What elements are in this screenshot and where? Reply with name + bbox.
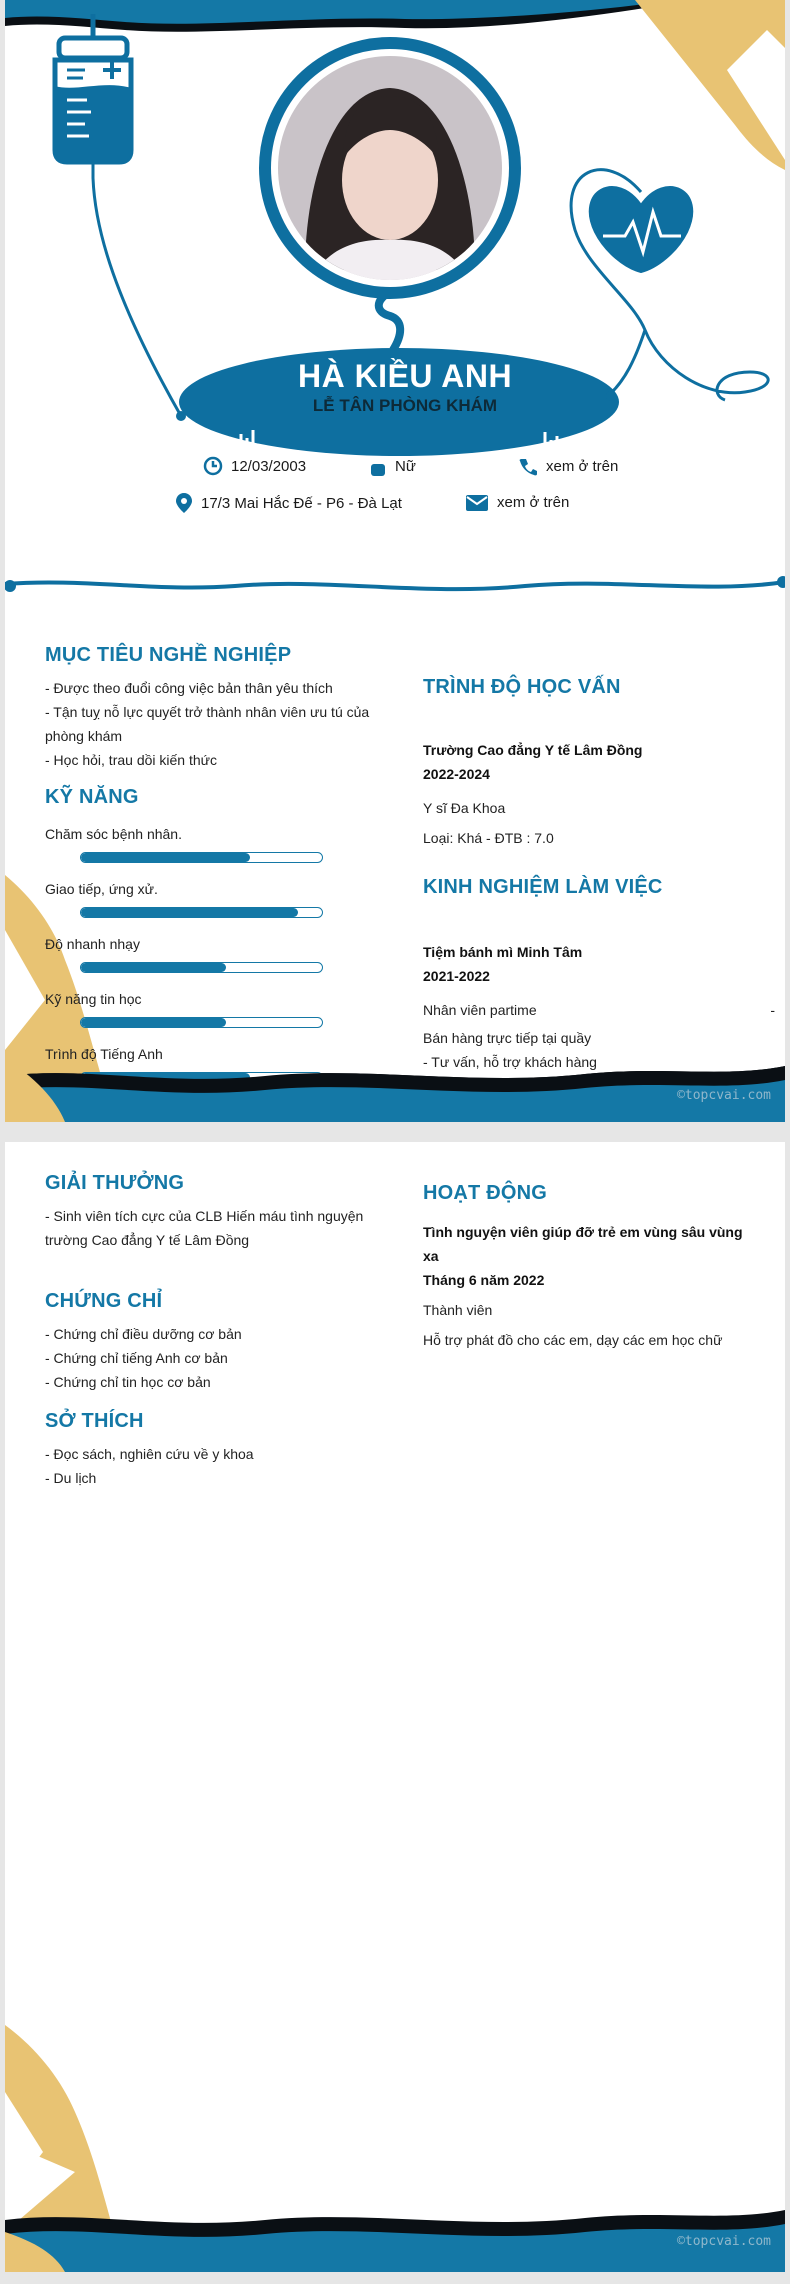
experience-line: Bán hàng trực tiếp tại quầy xyxy=(423,1030,592,1046)
watermark: ©topcvai.com xyxy=(677,1088,771,1103)
objective-title: MỤC TIÊU NGHỀ NGHIỆP xyxy=(45,644,292,666)
experience-dash: - xyxy=(770,1002,775,1018)
education-title: TRÌNH ĐỘ HỌC VẤN xyxy=(423,676,621,698)
contact-phone xyxy=(518,456,618,476)
frame-connector xyxy=(379,292,400,350)
hobbies-title: SỞ THÍCH xyxy=(45,1410,144,1432)
birthday-value: 12/03/2003 xyxy=(231,457,307,475)
certificates-body xyxy=(45,1322,375,1394)
award-line: trường Cao đẳng Y tế Lâm Đồng xyxy=(45,1232,250,1248)
school-name: Trường Cao đẳng Y tế Lâm Đồng xyxy=(423,742,643,758)
activity-desc: Hỗ trợ phát đồ cho các em, dạy các em học chữ xyxy=(423,1332,723,1348)
objective-line: - Được theo đuổi công việc bản thân yêu thích xyxy=(45,680,333,696)
education-grade: Loại: Khá - ĐTB : 7.0 xyxy=(423,830,554,846)
contact-birthday xyxy=(203,456,306,476)
awards-body xyxy=(45,1204,375,1252)
objective-line: phòng khám xyxy=(45,728,123,744)
contact-email xyxy=(465,492,569,512)
skill-bar xyxy=(80,907,323,918)
watermark: ©topcvai.com xyxy=(677,2234,771,2249)
experience-role: Nhân viên partime xyxy=(423,1002,537,1018)
candidate-position: LỄ TÂN PHÒNG KHÁM xyxy=(312,396,498,415)
contact-gender xyxy=(369,456,416,476)
skill-bar xyxy=(80,852,323,863)
award-line: - Sinh viên tích cực của CLB Hiến máu tình nguyện xyxy=(45,1208,364,1224)
mail-icon xyxy=(465,492,489,512)
skill-bar xyxy=(80,962,323,973)
skill-label: Kỹ năng tin học xyxy=(45,991,142,1007)
education-body xyxy=(423,738,763,850)
clock-icon xyxy=(203,456,223,476)
page1-bottom-wave xyxy=(5,1058,785,1122)
education-period: 2022-2024 xyxy=(423,766,490,782)
education-major: Y sĩ Đa Khoa xyxy=(423,800,506,816)
skill-label: Giao tiếp, ứng xử. xyxy=(45,881,158,897)
contact-address xyxy=(175,492,402,514)
activity-name-cont: xa xyxy=(423,1248,439,1264)
experience-period: 2021-2022 xyxy=(423,968,490,984)
objective-body xyxy=(45,676,375,772)
activity-time: Tháng 6 năm 2022 xyxy=(423,1272,545,1288)
hobby-line: - Du lịch xyxy=(45,1470,97,1486)
certificate-line: - Chứng chỉ điều dưỡng cơ bản xyxy=(45,1326,242,1342)
awards-title: GIẢI THƯỞNG xyxy=(45,1172,185,1194)
location-pin-icon xyxy=(175,492,193,514)
gender-value: Nữ xyxy=(395,457,416,475)
certificates-title: CHỨNG CHỈ xyxy=(45,1290,163,1312)
skill-label: Trình độ Tiếng Anh xyxy=(45,1046,163,1062)
activities-body xyxy=(423,1220,763,1352)
phone-value: xem ở trên xyxy=(546,457,619,475)
experience-line: - Tư vấn, hỗ trợ khách hàng xyxy=(423,1054,597,1070)
iv-bag-icon xyxy=(55,14,181,416)
activity-role: Thành viên xyxy=(423,1302,493,1318)
experience-title: KINH NGHIỆM LÀM VIỆC xyxy=(423,876,663,898)
certificate-line: - Chứng chỉ tiếng Anh cơ bản xyxy=(45,1350,228,1366)
skill-label: Chăm sóc bệnh nhân. xyxy=(45,826,182,842)
gender-icon xyxy=(369,456,387,476)
cv-page-1 xyxy=(5,0,785,1122)
company-name: Tiệm bánh mì Minh Tâm xyxy=(423,944,583,960)
activity-name: Tình nguyện viên giúp đỡ trẻ em vùng sâu vùng xyxy=(423,1224,743,1240)
skill-label: Độ nhanh nhạy xyxy=(45,936,140,952)
activities-title: HOẠT ĐỘNG xyxy=(423,1182,548,1204)
hobby-line: - Đọc sách, nghiên cứu về y khoa xyxy=(45,1446,254,1462)
email-value: xem ở trên xyxy=(497,493,570,511)
cv-page-2 xyxy=(5,1142,785,2272)
skill-bar xyxy=(80,1017,323,1028)
hobbies-body xyxy=(45,1442,375,1490)
phone-icon xyxy=(518,456,538,476)
skills-title: KỸ NĂNG xyxy=(45,786,139,808)
certificate-line: - Chứng chỉ tin học cơ bản xyxy=(45,1374,211,1390)
candidate-name: HÀ KIỀU ANH xyxy=(297,358,513,394)
objective-line: - Học hỏi, trau dồi kiến thức xyxy=(45,752,218,768)
experience-role-row xyxy=(423,998,775,1022)
objective-line: - Tận tuỵ nỗ lực quyết trở thành nhân viên ưu tú của xyxy=(45,704,370,720)
address-value: 17/3 Mai Hắc Đế - P6 - Đà Lạt xyxy=(201,494,402,512)
